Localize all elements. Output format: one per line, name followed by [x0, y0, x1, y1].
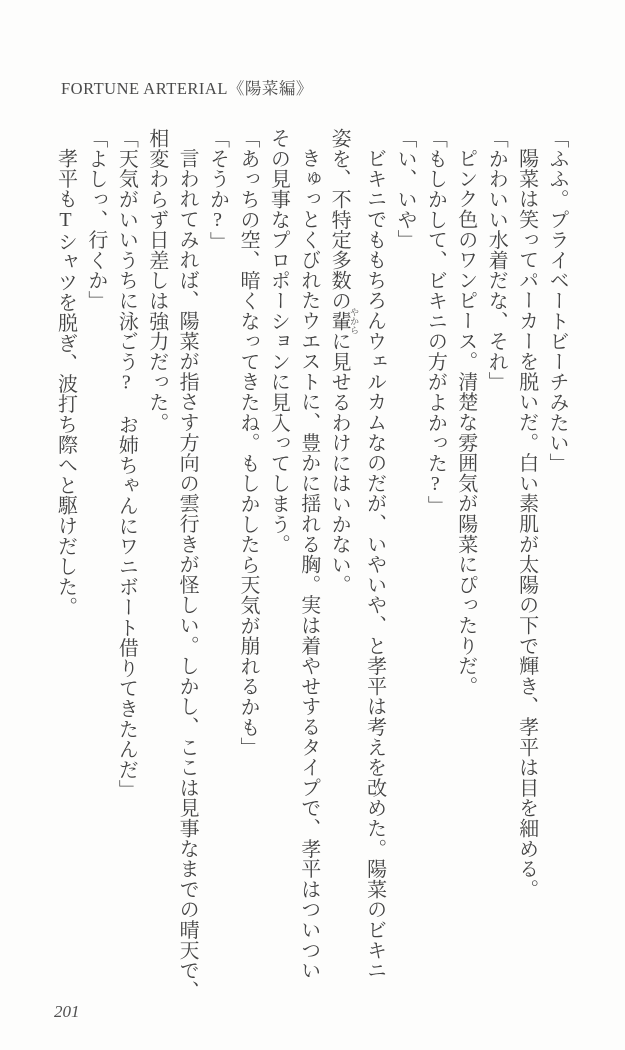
text-column: 孝平もTシャツを脱ぎ、波打ち際へと駆けだした。 — [54, 148, 77, 617]
text-column: 「あっちの空、暗くなってきたね。もしかしたら天気が崩れるかも」 — [236, 128, 259, 758]
text-column: 言われてみれば、陽菜が指さす方向の雲行きが怪しい。しかし、ここは見事なまでの晴天で、 — [176, 148, 199, 1001]
text-column: ピンク色のワンピース。清楚な雰囲気が陽菜にぴったりだ。 — [454, 148, 477, 697]
text-column: 「い、いや」 — [393, 128, 416, 250]
page-number: 201 — [54, 1002, 80, 1021]
text-column: きゅっとくびれたウエストに、豊かに揺れる胸。実は着やせするタイプで、孝平はついつい — [297, 148, 320, 981]
furigana-ruby: 輩 やから — [328, 307, 360, 335]
text-column: 姿を、不特定多数の輩 やからに見せるわけにはいかない。 — [328, 128, 360, 595]
text-column: 「もしかして、ビキニの方がよかった?」 — [424, 128, 447, 516]
text-column: 「かわいい水着だな、それ」 — [485, 128, 508, 392]
text-column: 「よしっ、行くか」 — [84, 128, 107, 311]
text-column: 陽菜は笑ってパーカーを脱いだ。白い素肌が太陽の下で輝き、孝平は目を細める。 — [515, 148, 538, 900]
text-body — [50, 128, 572, 1033]
text-column: 相変わらず日差しは強力だった。 — [145, 128, 168, 433]
text-column: 「そうか?」 — [206, 128, 229, 252]
running-header: FORTUNE ARTERIAL《陽菜編》 — [61, 79, 313, 98]
text-column: その見事なプロポーションに見入ってしまう。 — [267, 128, 290, 555]
text-column: ビキニでももちろんウェルカムなのだが、いやいや、と孝平は考えを改めた。陽菜のビキニ — [363, 148, 386, 981]
text-column: 「天気がいいうちに泳ごう? お姉ちゃんにワニボート借りてきたんだ」 — [115, 128, 138, 800]
text-column: 「ふふ。プライベートビーチみたい」 — [546, 128, 568, 474]
